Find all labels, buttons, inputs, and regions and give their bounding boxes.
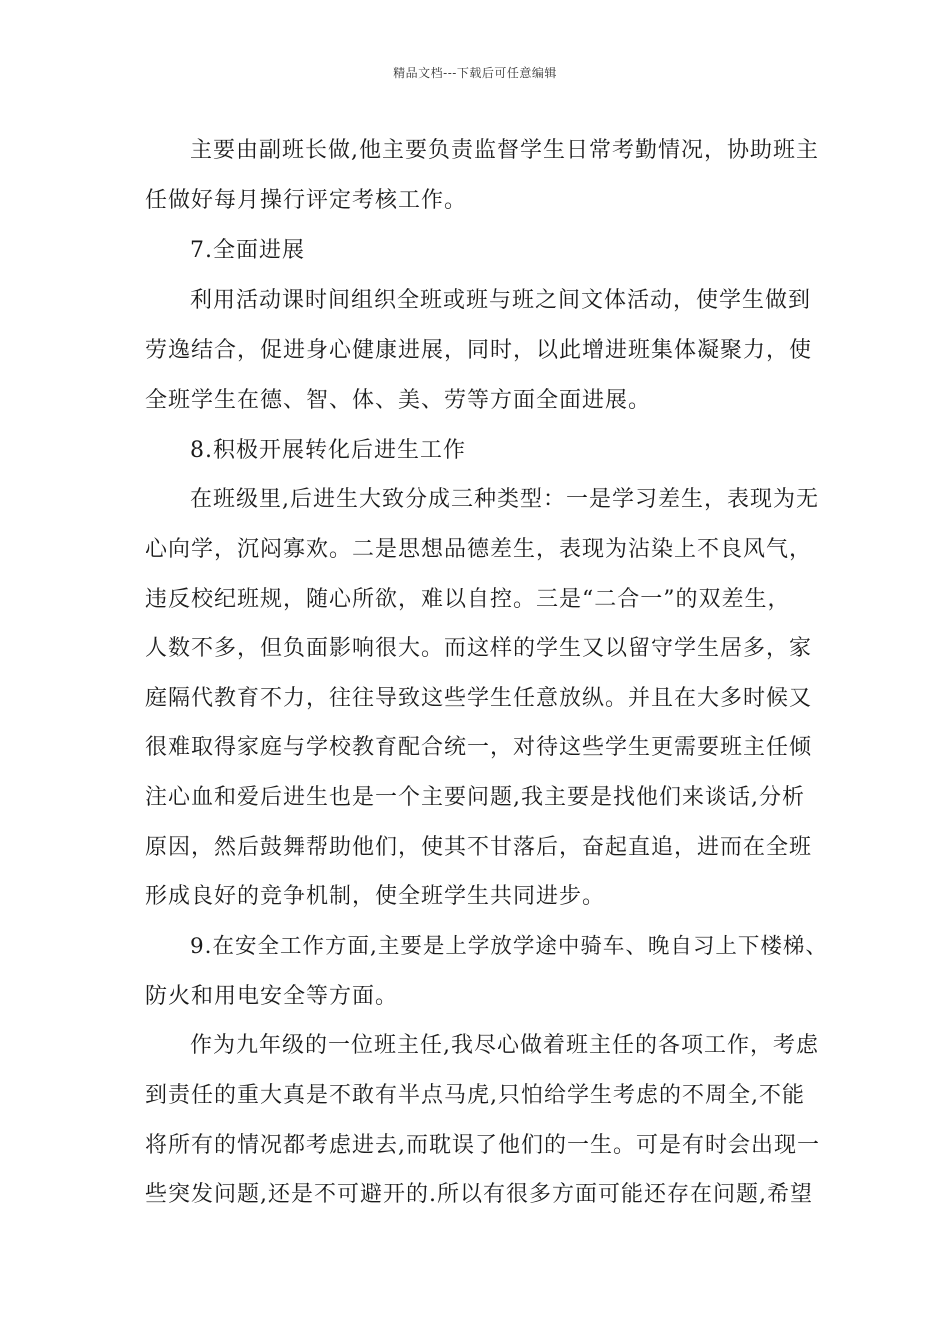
body-line: 任做好每月操行评定考核工作。 [145, 188, 468, 213]
body-line: 劳逸结合，促进身心健康进展，同时，以此增进班集体凝聚力，使 [145, 338, 813, 363]
body-line: 注心血和爱后进生也是一个主要问题,我主要是找他们来谈话,分析 [145, 785, 805, 810]
body-line: 将所有的情况都考虑进去,而耽误了他们的一生。可是有时会出现一 [145, 1133, 820, 1158]
body-line: 防火和用电安全等方面。 [145, 984, 399, 1009]
body-line: 些突发问题,还是不可避开的.所以有很多方面可能还存在问题,希望 [145, 1182, 813, 1207]
section-heading: 7.全面进展 [190, 238, 305, 263]
section-heading: 9.在安全工作方面,主要是上学放学途中骑车、晚自习上下楼梯、 [190, 934, 828, 959]
body-line: 在班级里,后进生大致分成三种类型：一是学习差生，表现为无 [190, 487, 819, 512]
body-line: 全班学生在德、智、体、美、劳等方面全面进展。 [145, 388, 652, 413]
body-line: 形成良好的竞争机制，使全班学生共同进步。 [145, 884, 606, 909]
body-line: 很难取得家庭与学校教育配合统一，对待这些学生更需要班主任倾 [145, 735, 813, 760]
body-line: 人数不多，但负面影响很大。而这样的学生又以留守学生居多，家 [145, 636, 813, 661]
page-header: 精品文档---下载后可任意编辑 [393, 66, 557, 80]
body-line: 庭隔代教育不力，往往导致这些学生任意放纵。并且在大多时候又 [145, 686, 813, 711]
body-line: 到责任的重大真是不敢有半点马虎,只怕给学生考虑的不周全,不能 [145, 1083, 805, 1108]
body-line: 作为九年级的一位班主任,我尽心做着班主任的各项工作，考虑 [190, 1033, 819, 1058]
section-heading: 8.积极开展转化后进生工作 [190, 438, 466, 463]
body-line: 违反校纪班规，随心所欲，难以自控。三是“二合一”的双差生， [145, 587, 791, 612]
body-line: 主要由副班长做,他主要负责监督学生日常考勤情况，协助班主 [190, 138, 819, 163]
body-line: 心向学，沉闷寡欢。二是思想品德差生，表现为沾染上不良风气， [145, 537, 813, 562]
body-line: 原因，然后鼓舞帮助他们，使其不甘落后，奋起直追，进而在全班 [145, 835, 813, 860]
body-line: 利用活动课时间组织全班或班与班之间文体活动，使学生做到 [190, 288, 812, 313]
